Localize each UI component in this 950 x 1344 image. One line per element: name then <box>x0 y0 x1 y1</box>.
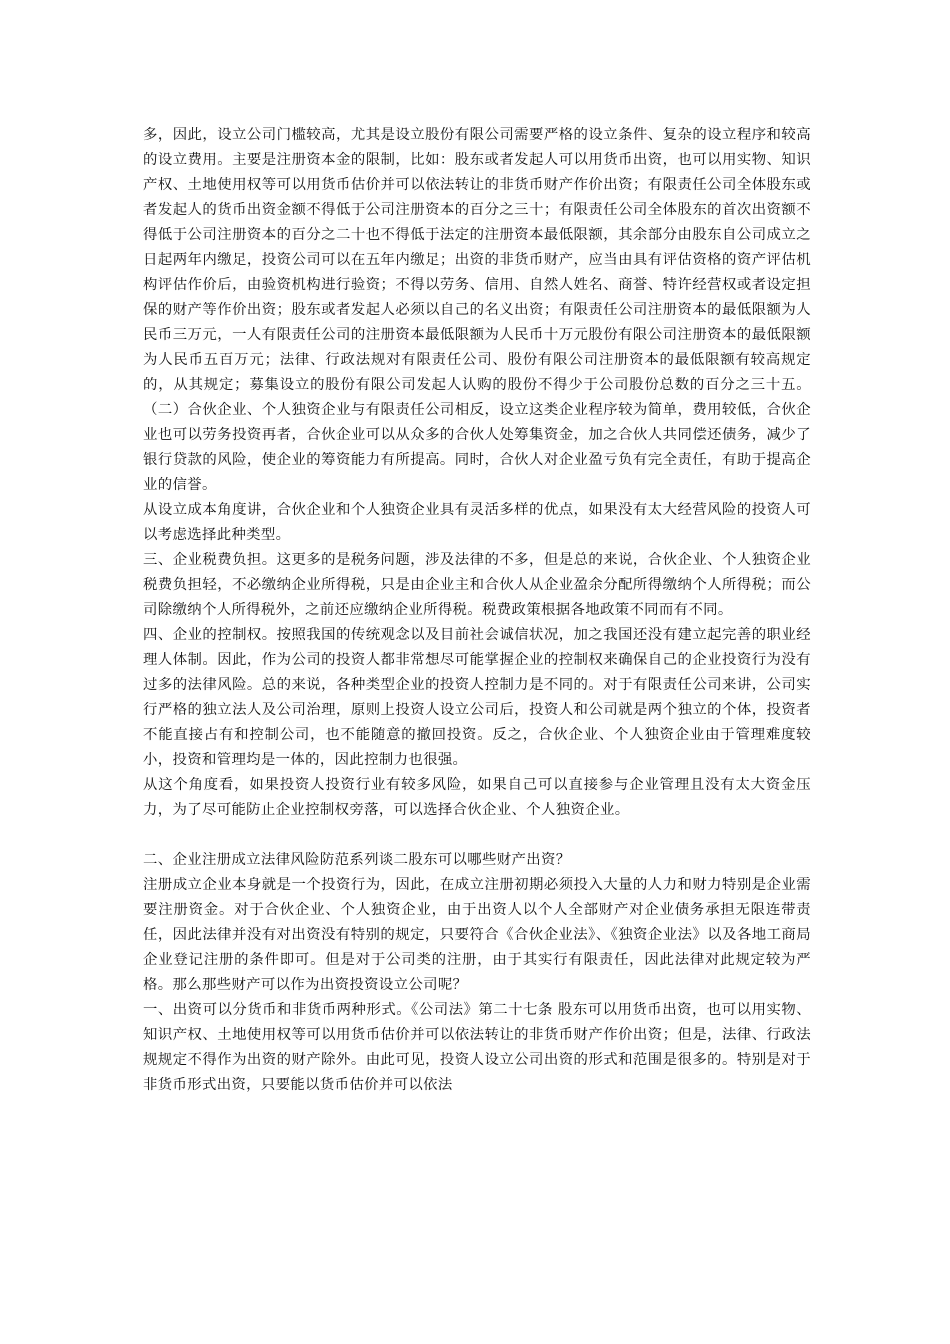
paragraph-control-conclusion: 从这个角度看，如果投资人投资行业有较多风险，如果自己可以直接参与企业管理且没有太大资金压力，为了尽可能防止企业控制权旁落，可以选择合伙企业、个人独资企业。 <box>143 777 811 818</box>
paragraph-registration-investment: 注册成立企业本身就是一个投资行为，因此，在成立注册初期必须投入大量的人力和财力特别是企业需要注册资金。对于合伙企业、个人独资企业，由于出资人以个人全部财产对企业债务承担无限连带责任，因此法律并没有对出资没有特别的规定，只要符合《合伙企业法》、《独资企业法》以及各地工商局企业登记注册的条件即可。但是对于公司类的注册，由于其实行有限责任，因此法律对此规定较为严格。那么那些财产可以作为出资投资设立公司呢？ <box>143 877 811 993</box>
document-body <box>143 123 811 1098</box>
section-heading-shareholder-contributions: 二、企业注册成立法律风险防范系列谈二股东可以哪些财产出资？ <box>143 852 571 868</box>
paragraph-tax-burden: 三、企业税费负担。这更多的是税务问题，涉及法律的不多，但是总的来说，合伙企业、个人独资企业税费负担轻，不必缴纳企业所得税，只是由企业主和合伙人从企业盈余分配所得缴纳个人所得税；而公司除缴纳个人所得税外，之前还应缴纳企业所得税。税费政策根据各地政策不同而有不同。 <box>143 552 811 618</box>
paragraph-establishment-cost: 从设立成本角度讲，合伙企业和个人独资企业具有灵活多样的优点，如果没有太大经营风险的投资人可以考虑选择此种类型。 <box>143 502 811 543</box>
paragraph-company-establishment-requirements: 多，因此，设立公司门槛较高，尤其是设立股份有限公司需要严格的设立条件、复杂的设立程序和较高的设立费用。主要是注册资本金的限制，比如：股东或者发起人可以用货币出资，也可以用实物、知识产权、土地使用权等可以用货币估价并可以依法转让的非货币财产作价出资；有限责任公司全体股东或者发起人的货币出资金额不得低于公司注册资本的百分之三十；有限责任公司全体股东的首次出资额不得低于公司注册资本的百分之二十也不得低于法定的注册资本最低限额，其余部分由股东自公司成立之日起两年内缴足，投资公司可以在五年内缴足；出资的非货币财产，应当由具有评估资格的资产评估机构评估作价后，由验资机构进行验资；不得以劳务、信用、自然人姓名、商誉、特许经营权或者设定担保的财产等作价出资；股东或者发起人必须以自己的名义出资；有限责任公司注册资本的最低限额为人民币三万元，一人有限责任公司的注册资本最低限额为人民币十万元股份有限公司注册资本的最低限额为人民币五百万元；法律、行政法规对有限责任公司、股份有限公司注册资本的最低限额有较高规定的，从其规定；募集设立的股份有限公司发起人认购的股份不得少于公司股份总数的百分之三十五。（二）合伙企业、个人独资企业与有限责任公司相反，设立这类企业程序较为简单，费用较低，合伙企业也可以劳务投资再者，合伙企业可以从众多的合伙人处筹集资金，加之合伙人共同偿还债务，减少了银行贷款的风险，使企业的筹资能力有所提高。同时，合伙人对企业盈亏负有完全责任，有助于提高企业的信誉。 <box>143 127 811 493</box>
paragraph-spacer <box>143 823 811 848</box>
paragraph-contribution-forms: 一、出资可以分货币和非货币两种形式。《公司法》第二十七条 股东可以用货币出资，也可以用实物、知识产权、土地使用权等可以用货币估价并可以依法转让的非货币财产作价出资；但是，法律、行政法规规定不得作为出资的财产除外。由此可见，投资人设立公司出资的形式和范围是很多的。特别是对于非货币形式出资，只要能以货币估价并可以依法 <box>143 1002 811 1093</box>
paragraph-control-rights: 四、企业的控制权。按照我国的传统观念以及目前社会诚信状况，加之我国还没有建立起完善的职业经理人体制。因此，作为公司的投资人都非常想尽可能掌握企业的控制权来确保自己的企业投资行为没有过多的法律风险。总的来说，各种类型企业的投资人控制力是不同的。对于有限责任公司来讲，公司实行严格的独立法人及公司治理，原则上投资人设立公司后，投资人和公司就是两个独立的个体，投资者不能直接占有和控制公司，也不能随意的撤回投资。反之，合伙企业、个人独资企业由于管理难度较小，投资和管理均是一体的，因此控制力也很强。 <box>143 627 811 768</box>
